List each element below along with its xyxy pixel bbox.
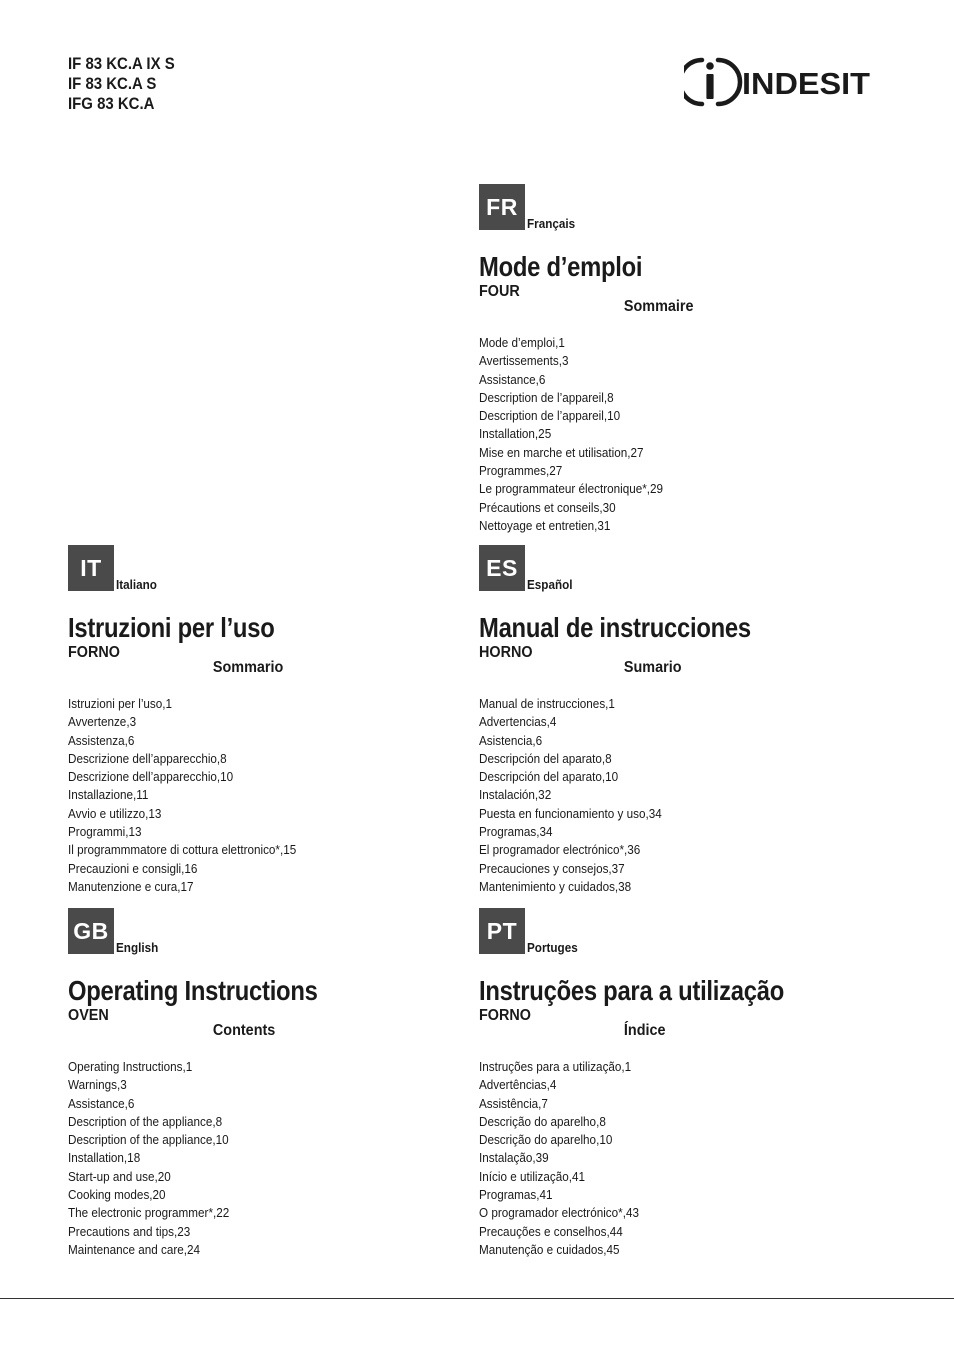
brand-logo [684,56,874,108]
toc-item: Assistance,6 [68,1095,135,1111]
toc-item: Puesta en funcionamiento y uso,34 [479,805,662,821]
toc-item: O programador electrónico*,43 [479,1205,639,1221]
model-name: IF 83 KC.A IX S [68,54,175,73]
toc-item: Instruções para a utilização,1 [479,1059,632,1074]
model-list [68,54,175,114]
table-of-contents [479,1058,779,1259]
toc-item: Manutenzione e cura,17 [68,878,194,894]
section-pt [479,908,785,1275]
toc-item: Installation,25 [479,426,552,442]
toc-item: Manutenção e cuidados,45 [479,1241,620,1257]
brand-name: INDESIT [742,66,871,101]
toc-item: Warnings,3 [68,1077,127,1093]
toc-item: Descripción del aparato,8 [479,750,612,766]
toc-item: Descripción del aparato,10 [479,769,619,785]
toc-item: Le programmateur électronique*,29 [479,481,664,497]
section-fr [479,184,779,551]
toc-item: Instalação,39 [479,1150,549,1166]
toc-item: Il programmmatore di cottura elettronico*,15 [68,842,297,858]
toc-item: Precauções e conselhos,44 [479,1223,623,1239]
language-name: Portuges [527,940,578,955]
toc-item: Start-up and use,20 [68,1168,171,1184]
toc-item: Advertências,4 [479,1077,557,1093]
table-of-contents [479,334,779,535]
language-code-badge: IT [68,545,114,591]
toc-item: Description of the appliance,10 [68,1132,229,1148]
toc-item: Installation,18 [68,1150,141,1166]
toc-item: Asistencia,6 [479,732,543,748]
toc-item: Description of the appliance,8 [68,1113,223,1129]
toc-item: Nettoyage et entretien,31 [479,517,611,533]
language-name: Français [527,216,576,231]
toc-item: Assistenza,6 [68,732,135,748]
manual-title: Manual de instrucciones [479,612,751,643]
table-of-contents [479,695,779,896]
model-name: IF 83 KC.A S [68,74,157,93]
toc-item: Advertencias,4 [479,714,557,730]
contents-heading: Sommario [212,659,284,676]
contents-heading: Sommaire [623,298,694,315]
toc-item: Mise en marche et utilisation,27 [479,444,644,460]
toc-item: Maintenance and care,24 [68,1241,201,1257]
toc-item: Mode d’emploi,1 [479,335,565,350]
table-of-contents [68,1058,368,1259]
toc-item: Descrizione dell’apparecchio,10 [68,769,234,785]
toc-item: Descrição do aparelho,8 [479,1113,606,1129]
toc-item: Cooking modes,20 [68,1187,166,1203]
appliance-type: FORNO [479,1007,532,1024]
toc-item: Programmi,13 [68,824,142,840]
appliance-type: HORNO [479,644,533,661]
toc-item: Precauzioni e consigli,16 [68,860,198,876]
toc-item: Installazione,11 [68,787,149,803]
toc-item: The electronic programmer*,22 [68,1205,230,1221]
toc-item: Précautions et conseils,30 [479,499,616,515]
language-code-badge: FR [479,184,525,230]
toc-item: Avvertenze,3 [68,714,137,730]
toc-item: Precautions and tips,23 [68,1223,191,1239]
toc-item: Manual de instrucciones,1 [479,696,615,711]
contents-heading: Índice [623,1022,666,1039]
toc-item: Programmes,27 [479,463,563,479]
language-code-badge: PT [479,908,525,954]
toc-item: Programas,34 [479,824,553,840]
indesit-logo-icon [684,56,874,108]
appliance-type: FORNO [68,644,121,661]
toc-item: Assistance,6 [479,371,546,387]
appliance-type: FOUR [479,283,520,300]
toc-item: Operating Instructions,1 [68,1059,193,1074]
footer-divider [0,1298,954,1299]
section-es [479,545,779,912]
toc-item: Description de l’appareil,8 [479,389,614,405]
manual-title: Operating Instructions [68,975,318,1006]
section-gb [68,908,368,1275]
toc-item: Avertissements,3 [479,353,569,369]
toc-item: El programador electrónico*,36 [479,842,641,858]
toc-item: Descrição do aparelho,10 [479,1132,613,1148]
toc-item: Precauciones y consejos,37 [479,860,625,876]
toc-item: Istruzioni per l’uso,1 [68,696,173,711]
model-name: IFG 83 KC.A [68,94,155,113]
section-it [68,545,368,912]
manual-title: Istruzioni per l’uso [68,612,275,643]
manual-title: Mode d’emploi [479,251,643,282]
language-name: Italiano [116,577,157,592]
toc-item: Assistência,7 [479,1095,548,1111]
contents-heading: Contents [212,1022,276,1039]
language-code-badge: GB [68,908,114,954]
table-of-contents [68,695,368,896]
contents-heading: Sumario [623,659,682,676]
toc-item: Programas,41 [479,1187,553,1203]
toc-item: Description de l’appareil,10 [479,408,621,424]
language-name: Español [527,577,573,592]
appliance-type: OVEN [68,1007,109,1024]
language-name: English [116,940,159,955]
language-code-badge: ES [479,545,525,591]
toc-item: Mantenimiento y cuidados,38 [479,878,632,894]
toc-item: Descrizione dell’apparecchio,8 [68,750,227,766]
toc-item: Avvio e utilizzo,13 [68,805,162,821]
manual-title: Instruções para a utilização [479,975,785,1006]
toc-item: Início e utilização,41 [479,1168,586,1184]
toc-item: Instalación,32 [479,787,552,803]
